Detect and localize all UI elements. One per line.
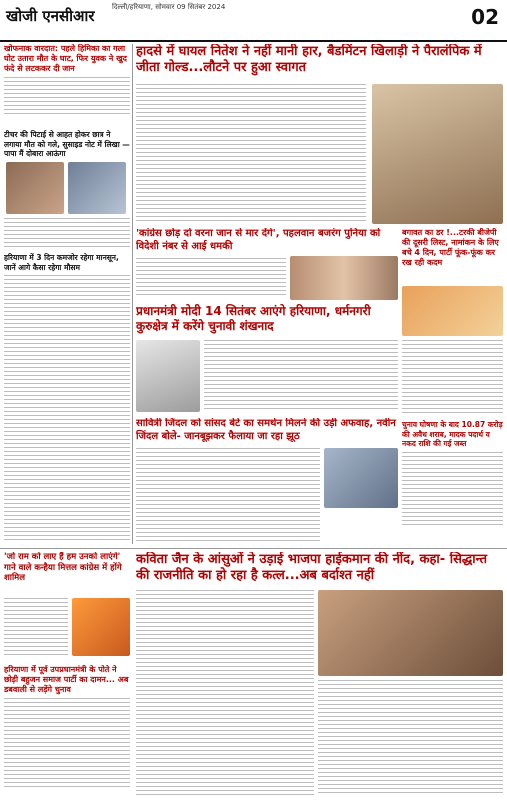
- headline-a3: हरियाणा में 3 दिन कमजोर रहेगा मानसून, जानें आगे कैसा रहेगा मौसम: [4, 253, 119, 272]
- headline-a9: 'जो राम को लाए हैं हम उनको लाएंगे' गाने वाले कन्हैया मित्तल कांग्रेस में होंगे शामिल: [4, 552, 122, 583]
- lead-photo: [372, 84, 503, 224]
- article-a5-photo: [402, 286, 503, 336]
- body-text-a3: [4, 275, 130, 540]
- article-a9-photo: [72, 598, 130, 656]
- article-a2: [4, 130, 130, 250]
- page-number: 02: [471, 5, 499, 29]
- headline-a5: बगावत का डर !...टरकी बीजेपी की दूसरी लिस्ट, नामांकन के लिए बचे 4 दिन, पार्टी फूंक-फूंक कर रख रही कदम: [402, 228, 499, 267]
- headline-a10: हरियाणा में पूर्व उपप्रधानमंत्री के पोते ने छोड़ी बहुजन समाज पार्टी का दामन... अब डबवाली से लड़ेंगे चुनाव: [4, 665, 129, 694]
- body-text-a9: [4, 598, 68, 658]
- body-text-a7: [136, 448, 320, 544]
- article-a7: [136, 418, 398, 546]
- headline-a11: कविता जैन के आंसुओं ने उड़ाई भाजपा हाईकमान की नींद, कहा- सिद्धान्त की राजनीति का हो रहा है कत्ल...अब बर्दाश्त नहीं: [136, 552, 488, 583]
- article-a11-photo: [318, 590, 503, 676]
- headline-a1: खोफनाक वारदात: पहले हिमिका का गला घोट उतारा मौत के घाट, फिर युवक ने खुद फंदे से लटककर दी जान: [4, 44, 127, 73]
- article-a6: [136, 304, 398, 416]
- newspaper-brand: खोजी एनसीआर: [6, 7, 95, 25]
- edition-line: दिल्ली/हरियाणा, सोमवार 09 सितंबर 2024: [112, 3, 226, 11]
- article-a2-photo: [6, 162, 64, 214]
- article-a11: [136, 552, 503, 798]
- headline-a2: टीचर की पिटाई से आहत होकर छात्र ने लगाया मौत को गले, सुसाइड नोट में लिखा — पापा मैं दोबारा आऊंगा: [4, 130, 130, 158]
- body-text-a5: [402, 340, 503, 416]
- body-text-a6: [204, 340, 398, 412]
- article-a2-photo-2: [68, 162, 126, 214]
- lead-headline: हादसे में घायल नितेश ने नहीं मानी हार, बैडमिंटन खिलाड़ी ने पैरालंपिक में जीता गोल्ड...लौटने पर हुआ स्वागत: [136, 44, 482, 75]
- lead-article: [136, 44, 503, 226]
- column-divider: [132, 44, 133, 544]
- headline-a6: प्रधानमंत्री मोदी 14 सितंबर आएंगे हरियाणा, धर्मनगरी कुरुक्षेत्र में करेंगे चुनावी शंखनाद: [136, 304, 371, 333]
- article-a10: [4, 665, 130, 798]
- article-a1: [4, 44, 130, 124]
- lead-body-text: [136, 84, 366, 224]
- body-text-a11-right: [318, 680, 503, 796]
- article-a5: [402, 228, 503, 418]
- body-text-a8: [402, 452, 503, 528]
- body-text-a10: [4, 698, 130, 788]
- body-text-a1: [4, 77, 130, 117]
- body-text-a11: [136, 590, 314, 796]
- article-a4: [136, 228, 398, 300]
- article-a7-photo: [324, 448, 398, 508]
- article-a4-photo: [290, 256, 398, 300]
- article-a8: [402, 420, 503, 546]
- body-text-a4: [136, 258, 286, 298]
- article-a6-photo: [136, 340, 200, 412]
- headline-a8: चुनाव घोषणा के बाद 10.87 करोड़ की अवैध शराब, मादक पदार्थ व नकद राशि की गई जब्त: [402, 420, 503, 448]
- article-a3: [4, 253, 130, 543]
- article-a9: [4, 552, 130, 662]
- headline-a7: सावित्री जिंदल को सांसद बेटे का समर्थन मिलने की उड़ी अफवाह, नवीन जिंदल बोले- जानबूझकर फैलाया जा रहा झूठ: [136, 418, 396, 442]
- body-text-a2: [4, 218, 130, 248]
- masthead: [0, 0, 507, 42]
- headline-a4: 'कांग्रेस छोड़ दो वरना जान से मार देंगे', पहलवान बजरंग पुनिया को विदेशी नंबर से आई धमकी: [136, 228, 381, 252]
- section-divider: [0, 548, 507, 549]
